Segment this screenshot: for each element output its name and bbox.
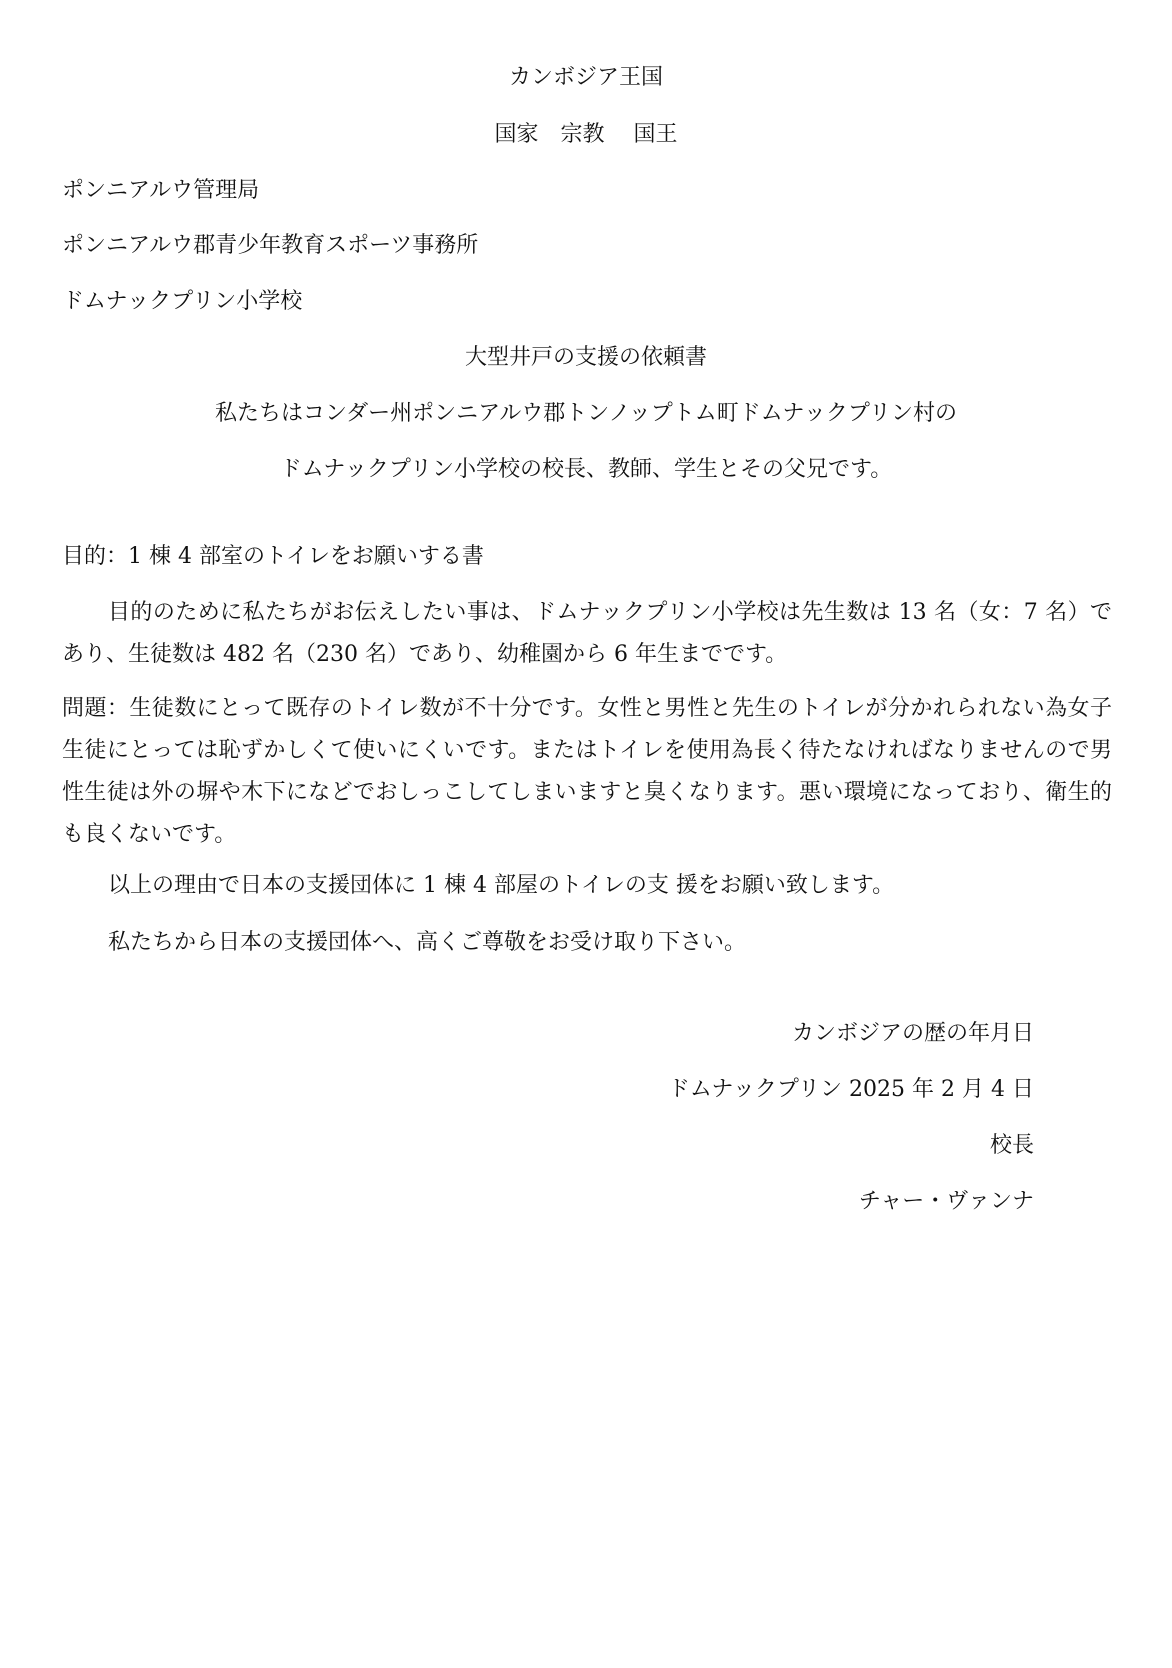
sender-school: ドムナックプリン小学校 <box>62 289 303 314</box>
signature-date: ドムナックプリン 2025 年 2 月 4 日 <box>667 1077 1034 1102</box>
closing-line: 私たちから日本の支援団体へ、高くご尊敬をお受け取り下さい。 <box>108 930 747 955</box>
facts-paragraph: 目的のために私たちがお伝えしたい事は、ドムナックプリン小学校は先生数は 13 名（女：7 名）であり、生徒数は 482 名（230 名）であり、幼稚園から 6 年生までです。 <box>62 600 1112 667</box>
intro-line-1: 私たちはコンダー州ポンニアルウ郡トンノップトム町ドムナックプリン村の <box>214 401 958 426</box>
signature-name: チャー・ヴァンナ <box>858 1189 1034 1214</box>
national-motto: 国家 宗教 国王 <box>494 122 678 147</box>
intro-line-2: ドムナックプリン小学校の校長、教師、学生とその父兄です。 <box>279 457 893 482</box>
signature-role: 校長 <box>989 1133 1034 1158</box>
request-line: 以上の理由で日本の支援団体に 1 棟 4 部屋のトイレの支 援をお願い致します。 <box>108 873 895 898</box>
sender-office: ポンニアルウ管理局 <box>62 178 260 203</box>
calendar-date-label: カンボジアの歴の年月日 <box>791 1021 1034 1046</box>
document-title: 大型井戸の支援の依頼書 <box>464 345 707 370</box>
purpose-line: 目的：1 棟 4 部室のトイレをお願いする書 <box>62 544 484 569</box>
problem-paragraph: 問題：生徒数にとって既存のトイレ数が不十分です。女性と男性と先生のトイレが分かれられない為女子生徒にとっては恥ずかしくて使いにくいです。またはトイレを使用為長く待たなければなりませんので男性生徒は外の塀や木下になどでおしっこしてしまいますと臭くなります。悪い環境になっており、衛生的も良くないです。 <box>62 696 1112 847</box>
sender-district-office: ポンニアルウ郡青少年教育スポーツ事務所 <box>62 233 479 258</box>
country-heading: カンボジア王国 <box>508 65 663 90</box>
